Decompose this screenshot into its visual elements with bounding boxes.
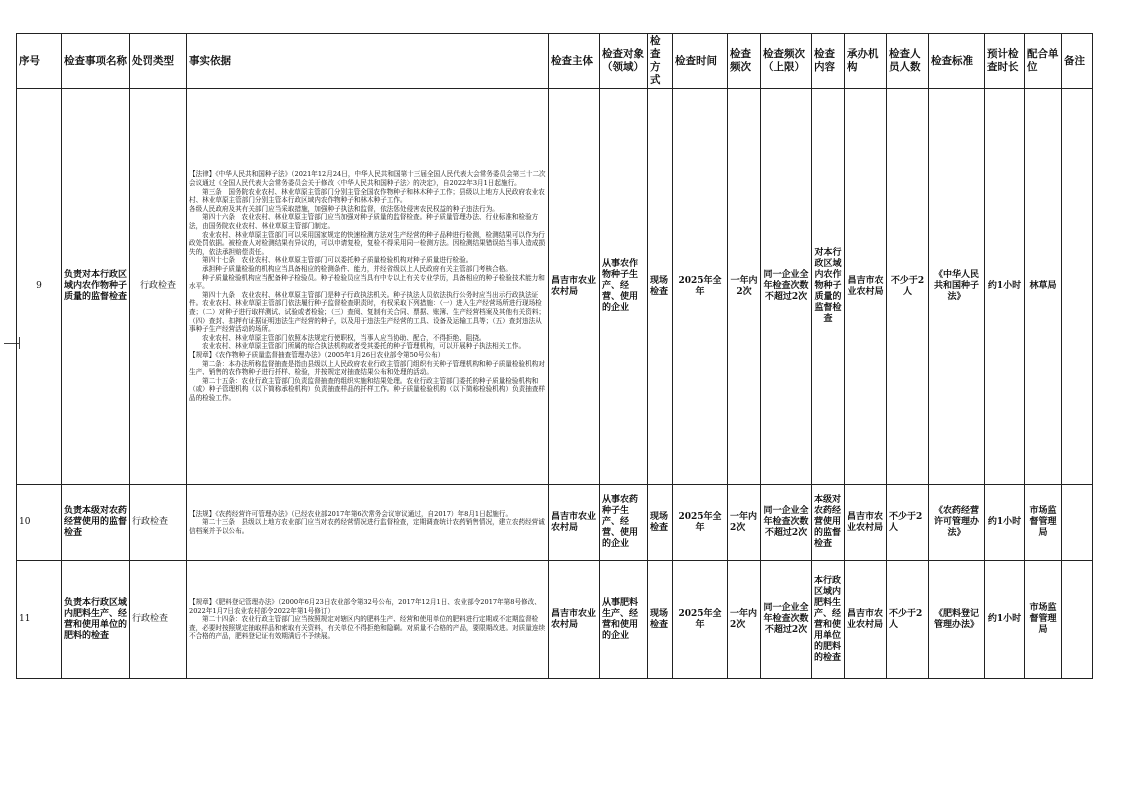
header-staff: 检查人员人数 bbox=[887, 34, 929, 89]
cell-freq: 同一企业全年检查次数不超过2次 bbox=[761, 561, 812, 679]
cell-method: 现场检查 bbox=[648, 485, 673, 561]
header-count: 检查频次 bbox=[728, 34, 761, 89]
cell-content: 本级对农药经营使用的监督检查 bbox=[812, 485, 845, 561]
cell-item: 负责对本行政区域内农作物种子质量的监督检查 bbox=[62, 89, 130, 485]
header-content: 检查内容 bbox=[812, 34, 845, 89]
header-ptype: 处罚类型 bbox=[130, 34, 187, 89]
header-duration: 预计检查时长 bbox=[985, 34, 1025, 89]
basis-paragraph: 第二条：本办法所称监督抽查是指由县级以上人民政府农业行政主管部门组织有关种子管理机构和种子质量检验机构对生产、销售的农作物种子进行扦样、检验，并按规定对抽查结果公布和处理的活动。 bbox=[189, 359, 545, 377]
cell-basis bbox=[187, 561, 549, 679]
cell-coop: 市场监督管理局 bbox=[1025, 485, 1062, 561]
header-object: 检查对象（领域） bbox=[600, 34, 648, 89]
cell-ptype: 行政检查 bbox=[130, 485, 187, 561]
header-time: 检查时间 bbox=[673, 34, 728, 89]
cell-coop: 市场监督管理局 bbox=[1025, 561, 1062, 679]
header-coop: 配合单位 bbox=[1025, 34, 1062, 89]
cell-subject: 昌吉市农业农村局 bbox=[549, 485, 600, 561]
header-org: 承办机构 bbox=[845, 34, 887, 89]
basis-paragraph: 农业农村、林业草原主管部门可以采用国家规定的快速检测方法对生产经营的种子品种进行检测，检测结果可以作为行政处罚依据。被检查人对检测结果有异议的，可以申请复检，复检不得采用同一检测方法。因检测结果错误给当事人造成损失的，依法承担赔偿责任。 bbox=[189, 230, 546, 256]
header-subject: 检查主体 bbox=[549, 34, 600, 89]
cell-item: 负责本行政区域内肥料生产、经营和使用单位的肥料的检查 bbox=[62, 561, 130, 679]
header-freq: 检查频次（上限） bbox=[761, 34, 812, 89]
inspection-table bbox=[16, 33, 1093, 679]
cell-seq: 10 bbox=[17, 485, 62, 561]
cell-basis bbox=[187, 485, 549, 561]
header-item: 检查事项名称 bbox=[62, 34, 130, 89]
cell-freq: 同一企业全年检查次数不超过2次 bbox=[761, 485, 812, 561]
cell-method: 现场检查 bbox=[648, 561, 673, 679]
cell-duration: 约1小时 bbox=[985, 485, 1025, 561]
cell-duration: 约1小时 bbox=[985, 561, 1025, 679]
basis-paragraph: 【规章】《农作物种子质量监督抽查管理办法》（2005年1月26日农业部令第50号公布） bbox=[189, 350, 445, 359]
cell-staff: 不少于2人 bbox=[887, 561, 929, 679]
basis-paragraph: 【法律】《中华人民共和国种子法》（2021年12月24日，中华人民共和国第十三届全国人民代表大会常务委员会第三十二次会议通过《全国人民代表大会常务委员会关于修改〈中华人民共和国种子法〉的决定》，自2022年3月1日起施行。 bbox=[189, 170, 546, 188]
basis-paragraph: 【法规】《农药经营许可管理办法》（已经农业部2017年第6次常务会议审议通过，自2017）年8月1日起施行。 bbox=[189, 509, 513, 518]
basis-paragraph: 农业农村、林业草原主管部门依照本法规定行使职权，当事人应当协助、配合，不得拒绝、阻挠。 bbox=[202, 333, 486, 342]
cell-content: 对本行政区域内农作物种子质量的监督检查 bbox=[812, 89, 845, 485]
cell-seq: 9 bbox=[17, 89, 62, 485]
cell-content: 本行政区域内肥料生产、经营和使用单位的肥料的检查 bbox=[812, 561, 845, 679]
cell-org: 昌吉市农业农村局 bbox=[845, 89, 887, 485]
header-row bbox=[17, 34, 1093, 89]
header-standard: 检查标准 bbox=[929, 34, 985, 89]
table-row bbox=[17, 89, 1093, 485]
cell-coop: 林草局 bbox=[1025, 89, 1062, 485]
header-method: 检查方式 bbox=[648, 34, 673, 89]
cell-note bbox=[1062, 89, 1093, 485]
basis-paragraph: 第二十四条：农业行政主管部门应当按照规定对辖区内的肥料生产、经营和使用单位的肥料进行定期或不定期监督检查，必要时按照规定抽取样品和索取有关资料，有关单位不得拒绝和隐瞒。对质量不合格的产品，要限期改进。对质量连续不合格的产品，肥料登记证有效期满后不予续展。 bbox=[189, 615, 546, 641]
cell-subject: 昌吉市农业农村局 bbox=[549, 561, 600, 679]
cell-standard: 《中华人民共和国种子法》 bbox=[929, 89, 985, 485]
header-basis: 事实依据 bbox=[187, 34, 549, 89]
cell-time: 2025年全年 bbox=[673, 89, 728, 485]
cell-count: 一年内2次 bbox=[728, 485, 761, 561]
basis-paragraph: 种子质量检验机构应当配备种子检验员。种子检验员应当具有中专以上有关专业学历，具备相应的种子检验技术能力和水平。 bbox=[189, 273, 545, 291]
cell-staff: 不少于2人 bbox=[887, 485, 929, 561]
header-seq: 序号 bbox=[17, 34, 62, 89]
basis-paragraph: 第二十三条 县级以上地方农业部门应当对农药经营情况进行监督检查，定期调查统计农药销售情况，建立农药经营诚信档案并予以公布。 bbox=[189, 518, 545, 535]
basis-paragraph: 【规章】《肥料登记管理办法》（2000年6月23日农业部令第32号公布，2017年12月1日、农业部令2017年第8号修改、2022年1月7日农业农村部令2022年第1号修订） bbox=[189, 598, 541, 615]
cell-org: 昌吉市农业农村局 bbox=[845, 485, 887, 561]
cell-object: 从事农药种子生产、经营、使用的企业 bbox=[600, 485, 648, 561]
cell-method: 现场检查 bbox=[648, 89, 673, 485]
cell-staff: 不少于2人 bbox=[887, 89, 929, 485]
cell-time: 2025年全年 bbox=[673, 561, 728, 679]
table-row bbox=[17, 561, 1093, 679]
table-row bbox=[17, 485, 1093, 561]
cell-seq: 11 bbox=[17, 561, 62, 679]
basis-paragraph: 第四十九条 农业农村、林业草原主管部门是种子行政执法机关。种子执法人员依法执行公务时应当出示行政执法证件。农业农村、林业草原主管部门依法履行种子监督检查职责时，有权采取下列措施：（一）进入生产经营场所进行现场检查；（二）对种子进行取样测试、试验或者检验；（三）查阅、复制有关合同、票据、账簿、生产经营档案及其他有关资料；（四）查封、扣押有证据证明违法生产经营的种子，以及用于违法生产经营的工具、设备及运输工具等；（五）查封违法从事种子生产经营活动的场所。 bbox=[189, 290, 546, 334]
cell-ptype: 行政检查 bbox=[130, 89, 187, 485]
cell-note bbox=[1062, 561, 1093, 679]
cell-duration: 约1小时 bbox=[985, 89, 1025, 485]
basis-paragraph: 第四十七条 农业农村、林业草原主管部门可以委托种子质量检验机构对种子质量进行检验。 bbox=[202, 256, 473, 265]
cell-object: 从事肥料生产、经营和使用的企业 bbox=[600, 561, 648, 679]
cell-object: 从事农作物种子生产、经营、使用的企业 bbox=[600, 89, 648, 485]
basis-paragraph: 第四十六条 农业农村、林业草原主管部门应当加强对种子质量的监督检查。种子质量管理办法、行业标准和检验方法，由国务院农业农村、林业草原主管部门制定。 bbox=[189, 213, 539, 231]
cell-basis bbox=[187, 89, 549, 485]
cell-count: 一年内2次 bbox=[728, 561, 761, 679]
header-note: 备注 bbox=[1062, 34, 1093, 89]
cell-count: 一年内2次 bbox=[728, 89, 761, 485]
cell-freq: 同一企业全年检查次数不超过2次 bbox=[761, 89, 812, 485]
basis-paragraph: 第二十五条：农业行政主管部门负责监督抽查的组织实施和结果处理。农业行政主管部门委托的种子质量检验机构和（或）种子管理机构（以下简称承检机构）负责抽查样品的扦样工作。种子质量检验机构（以下简称检验机构）负责抽查样品的检验工作。 bbox=[189, 376, 546, 402]
basis-paragraph: 各级人民政府及其有关部门应当采取措施，加强种子执法和监督，依法惩处侵害农民权益的种子违法行为。 bbox=[189, 204, 499, 213]
cell-standard: 《肥料登记管理办法》 bbox=[929, 561, 985, 679]
cell-note bbox=[1062, 485, 1093, 561]
cell-time: 2025年全年 bbox=[673, 485, 728, 561]
cell-org: 昌吉市农业农村局 bbox=[845, 561, 887, 679]
cell-standard: 《农药经营许可管理办法》 bbox=[929, 485, 985, 561]
basis-paragraph: 承担种子质量检验的机构应当具备相应的检测条件、能力，并经省级以上人民政府有关主管部门考核合格。 bbox=[202, 265, 512, 274]
cell-ptype: 行政检查 bbox=[130, 561, 187, 679]
basis-paragraph: 农业农村、林业草原主管部门所属的综合执法机构或者受其委托的种子管理机构，可以开展种子执法相关工作。 bbox=[202, 342, 526, 351]
cell-subject: 昌吉市农业农村局 bbox=[549, 89, 600, 485]
basis-paragraph: 第三条 国务院农业农村、林业草原主管部门分别主管全国农作物种子和林木种子工作；县级以上地方人民政府农业农村、林业草原主管部门分别主管本行政区域内农作物种子和林木种子工作。 bbox=[189, 187, 545, 205]
cell-item: 负责本级对农药经营使用的监督检查 bbox=[62, 485, 130, 561]
